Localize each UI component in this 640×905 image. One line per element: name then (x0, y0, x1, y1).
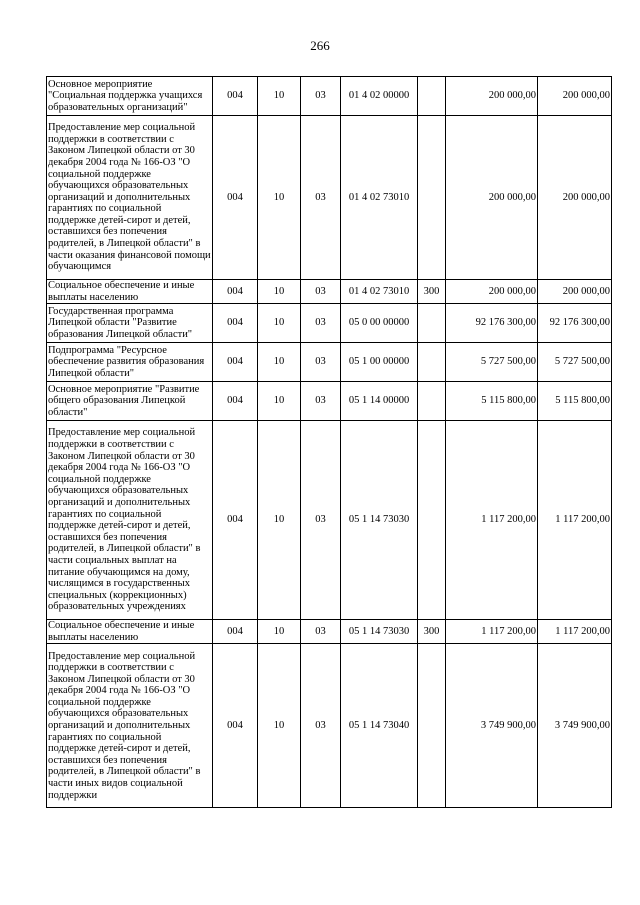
amount-2: 92 176 300,00 (538, 304, 612, 343)
table-row (47, 280, 612, 304)
target-article: 05 0 00 00000 (341, 304, 418, 343)
amount-1: 200 000,00 (446, 116, 538, 280)
row-name: Основное мероприятие "Развитие общего образования Липецкой области" (47, 382, 213, 421)
ministry-code: 004 (213, 116, 258, 280)
target-article: 05 1 14 00000 (341, 382, 418, 421)
ministry-code: 004 (213, 77, 258, 116)
expense-type (418, 116, 446, 280)
section-code: 10 (258, 116, 301, 280)
subsection-code: 03 (301, 644, 341, 808)
target-article: 05 1 00 00000 (341, 343, 418, 382)
page-number: 266 (310, 38, 330, 53)
ministry-code: 004 (213, 421, 258, 620)
target-article: 01 4 02 73010 (341, 116, 418, 280)
table-row (47, 304, 612, 343)
row-name: Предоставление мер социальной поддержки в соответствии с Законом Липецкой области от 30 декабря 2004 года № 166-ОЗ "О социальной поддержке обучающихся образовательных организаций и дополнительных гарантиях по социальной поддержке детей-сирот и детей, оставшихся без попечения родителей, в Липецкой области" в части иных видов социальной поддержки (47, 644, 213, 808)
amount-2: 200 000,00 (538, 280, 612, 304)
table-row (47, 382, 612, 421)
target-article: 05 1 14 73030 (341, 620, 418, 644)
subsection-code: 03 (301, 343, 341, 382)
subsection-code: 03 (301, 116, 341, 280)
amount-1: 5 727 500,00 (446, 343, 538, 382)
expense-type (418, 304, 446, 343)
section-code: 10 (258, 644, 301, 808)
subsection-code: 03 (301, 421, 341, 620)
table-row (47, 343, 612, 382)
table-row (47, 620, 612, 644)
section-code: 10 (258, 280, 301, 304)
subsection-code: 03 (301, 77, 341, 116)
amount-1: 3 749 900,00 (446, 644, 538, 808)
amount-2: 200 000,00 (538, 77, 612, 116)
target-article: 05 1 14 73030 (341, 421, 418, 620)
table-row (47, 77, 612, 116)
amount-1: 200 000,00 (446, 280, 538, 304)
row-name: Предоставление мер социальной поддержки в соответствии с Законом Липецкой области от 30 декабря 2004 года № 166-ОЗ "О социальной поддержке обучающихся образовательных организаций и дополнительных гарантиях по социальной поддержке детей-сирот и детей, оставшихся без попечения родителей, в Липецкой области" в части оказания финансовой помощи обучающимся (47, 116, 213, 280)
table-row (47, 421, 612, 620)
row-name: Государственная программа Липецкой области "Развитие образования Липецкой области" (47, 304, 213, 343)
target-article: 05 1 14 73040 (341, 644, 418, 808)
expense-type (418, 421, 446, 620)
amount-1: 1 117 200,00 (446, 421, 538, 620)
table-row (47, 116, 612, 280)
section-code: 10 (258, 343, 301, 382)
amount-2: 1 117 200,00 (538, 421, 612, 620)
budget-table (46, 76, 612, 808)
section-code: 10 (258, 77, 301, 116)
row-name: Предоставление мер социальной поддержки в соответствии с Законом Липецкой области от 30 декабря 2004 года № 166-ОЗ "О социальной поддержке обучающихся образовательных организаций и дополнительных гарантиях по социальной поддержке детей-сирот и детей, оставшихся без попечения родителей, в Липецкой области" в части социальных выплат на питание обучающимся на дому, числящимся в государственных специальных (коррекционных) образовательных учреждениях (47, 421, 213, 620)
subsection-code: 03 (301, 620, 341, 644)
subsection-code: 03 (301, 382, 341, 421)
amount-2: 200 000,00 (538, 116, 612, 280)
expense-type (418, 644, 446, 808)
expense-type (418, 382, 446, 421)
expense-type (418, 77, 446, 116)
ministry-code: 004 (213, 620, 258, 644)
ministry-code: 004 (213, 382, 258, 421)
amount-1: 1 117 200,00 (446, 620, 538, 644)
section-code: 10 (258, 421, 301, 620)
amount-1: 5 115 800,00 (446, 382, 538, 421)
row-name: Социальное обеспечение и иные выплаты населению (47, 620, 213, 644)
amount-1: 92 176 300,00 (446, 304, 538, 343)
target-article: 01 4 02 73010 (341, 280, 418, 304)
expense-type (418, 343, 446, 382)
amount-1: 200 000,00 (446, 77, 538, 116)
amount-2: 5 115 800,00 (538, 382, 612, 421)
ministry-code: 004 (213, 304, 258, 343)
expense-type: 300 (418, 280, 446, 304)
section-code: 10 (258, 382, 301, 421)
ministry-code: 004 (213, 280, 258, 304)
amount-2: 1 117 200,00 (538, 620, 612, 644)
target-article: 01 4 02 00000 (341, 77, 418, 116)
expense-type: 300 (418, 620, 446, 644)
row-name: Подпрограмма "Ресурсное обеспечение развития образования Липецкой области" (47, 343, 213, 382)
ministry-code: 004 (213, 343, 258, 382)
subsection-code: 03 (301, 304, 341, 343)
section-code: 10 (258, 620, 301, 644)
section-code: 10 (258, 304, 301, 343)
ministry-code: 004 (213, 644, 258, 808)
row-name: Основное мероприятие "Социальная поддержка учащихся образовательных организаций" (47, 77, 213, 116)
amount-2: 5 727 500,00 (538, 343, 612, 382)
table-row (47, 644, 612, 808)
amount-2: 3 749 900,00 (538, 644, 612, 808)
row-name: Социальное обеспечение и иные выплаты населению (47, 280, 213, 304)
subsection-code: 03 (301, 280, 341, 304)
